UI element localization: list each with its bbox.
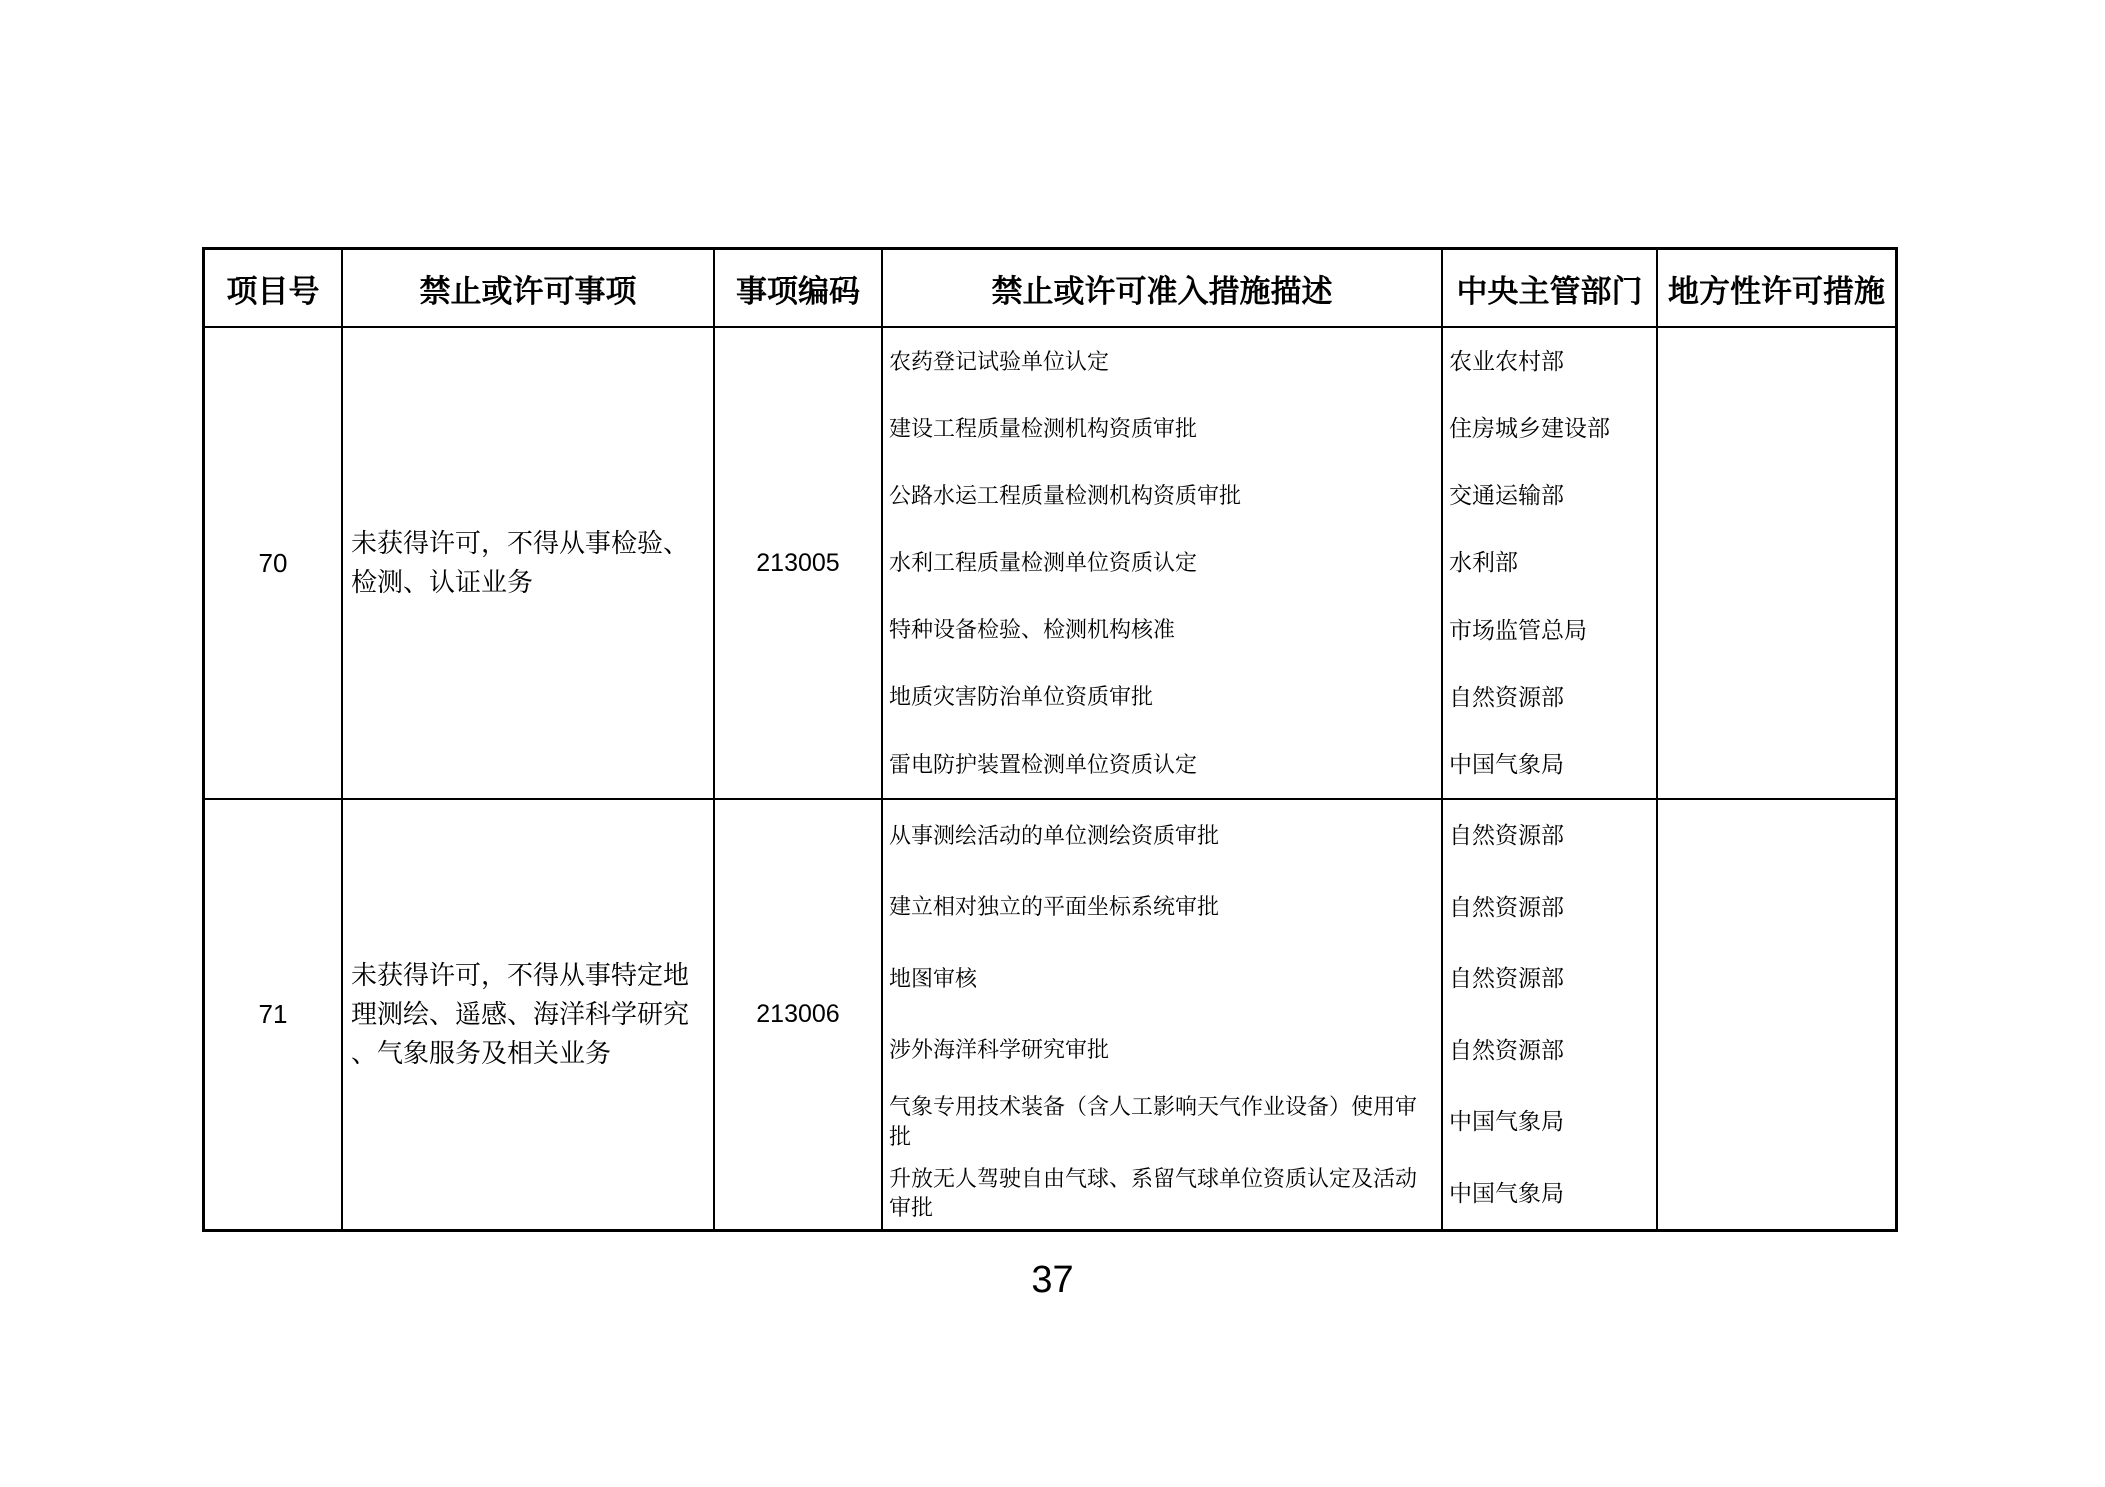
department-item bbox=[1443, 1015, 1656, 1087]
measure-item-text: 特种设备检验、检测机构核准 bbox=[889, 617, 1176, 643]
department-item-text: 自然资源部 bbox=[1449, 965, 1564, 992]
department-item-text: 市场监管总局 bbox=[1449, 616, 1587, 643]
row-item-number bbox=[205, 800, 341, 1229]
header-central-department-text: 中央主管部门 bbox=[1456, 273, 1643, 309]
department-item bbox=[1443, 664, 1656, 731]
measure-item bbox=[883, 943, 1441, 1015]
measure-item-text: 地图审核 bbox=[889, 965, 978, 991]
measure-item-text: 地质灾害防治单位资质审批 bbox=[889, 684, 1154, 710]
header-central-department bbox=[1441, 250, 1656, 326]
header-prohibited-matter-text: 禁止或许可事项 bbox=[419, 273, 637, 309]
measure-item-text: 公路水运工程质量检测机构资质审批 bbox=[889, 483, 1242, 508]
row-prohibited-matter-text: 未获得许可，不得从事检验、检测、认证业务 bbox=[351, 528, 690, 597]
row-local-measures bbox=[1656, 328, 1895, 798]
measure-list bbox=[881, 800, 1441, 1229]
department-item bbox=[1443, 529, 1656, 596]
header-item-code-text: 事项编码 bbox=[736, 273, 860, 309]
department-item bbox=[1443, 943, 1656, 1015]
measure-item bbox=[883, 395, 1441, 462]
department-item bbox=[1443, 800, 1656, 872]
measure-item bbox=[883, 731, 1441, 798]
row-item-code bbox=[713, 328, 881, 798]
department-item-text: 中国气象局 bbox=[1449, 750, 1564, 777]
header-item-number-text: 项目号 bbox=[226, 273, 320, 309]
header-item-number bbox=[205, 250, 341, 326]
header-measure-description bbox=[881, 250, 1441, 326]
department-item bbox=[1443, 1158, 1656, 1230]
department-item-text: 交通运输部 bbox=[1449, 482, 1564, 509]
row-item-code bbox=[713, 800, 881, 1229]
page-number: 37 bbox=[1031, 1259, 1074, 1301]
table-row bbox=[205, 798, 1895, 1229]
header-item-code bbox=[713, 250, 881, 326]
measure-item bbox=[883, 664, 1441, 731]
measure-item-text: 水利工程质量检测单位资质认定 bbox=[889, 550, 1198, 576]
row-prohibited-matter bbox=[341, 800, 713, 1229]
department-item bbox=[1443, 597, 1656, 664]
department-item-text: 中国气象局 bbox=[1449, 1108, 1564, 1135]
access-list-table bbox=[202, 247, 1898, 1232]
row-local-measures bbox=[1656, 800, 1895, 1229]
department-item bbox=[1443, 395, 1656, 462]
measure-item bbox=[883, 1015, 1441, 1087]
row-prohibited-matter-text: 未获得许可，不得从事特定地理测绘、遥感、海洋科学研究、气象服务及相关业务 bbox=[351, 960, 690, 1068]
department-item-text: 自然资源部 bbox=[1449, 822, 1564, 849]
measure-item bbox=[883, 1086, 1441, 1158]
measure-item-text: 从事测绘活动的单位测绘资质审批 bbox=[889, 822, 1220, 848]
department-item-text: 自然资源部 bbox=[1449, 683, 1564, 710]
measure-item bbox=[883, 872, 1441, 944]
header-measure-description-text: 禁止或许可准入措施描述 bbox=[991, 273, 1333, 309]
header-local-measures-text: 地方性许可措施 bbox=[1668, 273, 1885, 309]
measure-item-text: 建立相对独立的平面坐标系统审批 bbox=[889, 894, 1220, 920]
measure-item bbox=[883, 462, 1441, 529]
row-prohibited-matter bbox=[341, 328, 713, 798]
row-item-number-text: 70 bbox=[258, 547, 288, 578]
row-item-number bbox=[205, 328, 341, 798]
measure-item-text: 气象专用技术装备（含人工影响天气作业设备）使用审批 bbox=[889, 1094, 1418, 1149]
table-row bbox=[205, 326, 1895, 798]
measure-item-text: 涉外海洋科学研究审批 bbox=[889, 1037, 1110, 1063]
measure-item bbox=[883, 1158, 1441, 1230]
measure-item bbox=[883, 328, 1441, 395]
department-item bbox=[1443, 328, 1656, 395]
department-item-text: 住房城乡建设部 bbox=[1449, 415, 1610, 442]
row-item-code-text: 213006 bbox=[756, 1000, 840, 1028]
department-item-text: 水利部 bbox=[1449, 549, 1518, 576]
header-prohibited-matter bbox=[341, 250, 713, 326]
row-item-code-text: 213005 bbox=[756, 548, 840, 577]
measure-list bbox=[881, 328, 1441, 798]
measure-item bbox=[883, 800, 1441, 872]
measure-item-text: 雷电防护装置检测单位资质认定 bbox=[889, 751, 1198, 777]
department-item-text: 农业农村部 bbox=[1449, 348, 1564, 375]
department-item bbox=[1443, 462, 1656, 529]
measure-item bbox=[883, 529, 1441, 596]
measure-item bbox=[883, 597, 1441, 664]
department-item-text: 自然资源部 bbox=[1449, 893, 1564, 920]
department-item-text: 自然资源部 bbox=[1449, 1036, 1564, 1063]
department-item-text: 中国气象局 bbox=[1449, 1179, 1564, 1206]
row-item-number-text: 71 bbox=[258, 999, 288, 1029]
department-item bbox=[1443, 872, 1656, 944]
department-list bbox=[1441, 800, 1656, 1229]
department-list bbox=[1441, 328, 1656, 798]
department-item bbox=[1443, 1086, 1656, 1158]
measure-item-text: 农药登记试验单位认定 bbox=[889, 348, 1110, 374]
table-header-row bbox=[205, 250, 1895, 326]
department-item bbox=[1443, 731, 1656, 798]
measure-item-text: 建设工程质量检测机构资质审批 bbox=[889, 415, 1198, 441]
header-local-measures bbox=[1656, 250, 1895, 326]
measure-item-text: 升放无人驾驶自由气球、系留气球单位资质认定及活动审批 bbox=[889, 1165, 1418, 1221]
